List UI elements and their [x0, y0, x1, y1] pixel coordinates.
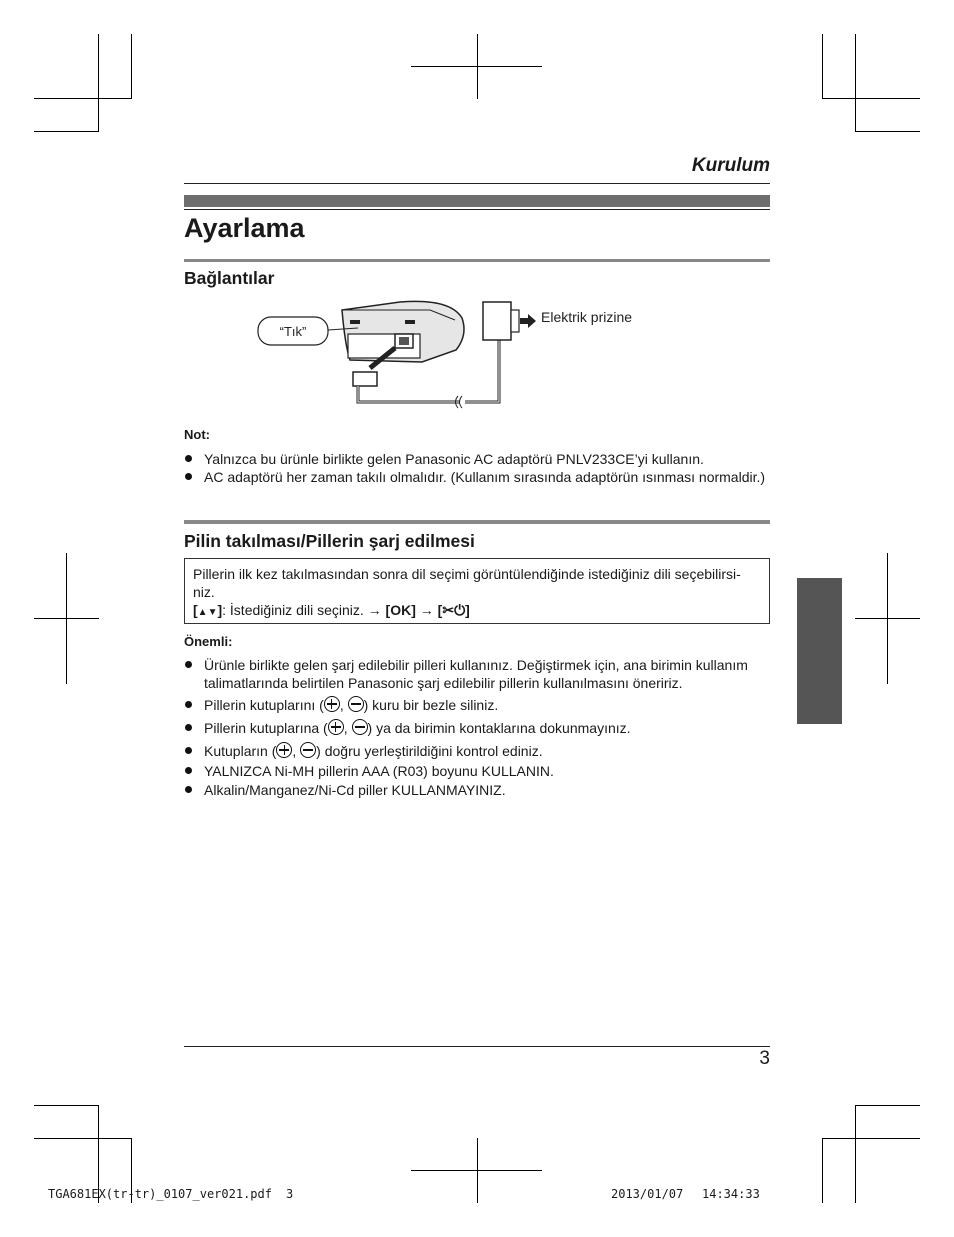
minus-terminal-icon [352, 719, 368, 735]
arrow-icon: → [419, 602, 434, 618]
note-list [184, 450, 770, 486]
section-rule [184, 520, 770, 524]
instruction-box [184, 558, 770, 624]
up-down-key-icon: [▲▼] [193, 602, 223, 618]
title-rule [184, 209, 770, 210]
off-key-icon: [✂⏻] [437, 602, 470, 618]
list-item: Yalnızca bu ürünle birlikte gelen Panasonic AC adaptörü PNLV233CE’yi kullanın. [184, 450, 770, 468]
plus-terminal-icon [324, 696, 340, 712]
footer-rule [184, 1046, 770, 1047]
important-list [184, 656, 770, 799]
list-item: YALNIZCA Ni-MH pillerin AAA (R03) boyunu KULLANIN. [184, 762, 770, 780]
plus-terminal-icon [328, 719, 344, 735]
arrow-icon: → [367, 602, 382, 618]
list-item: Pillerin kutuplarını ( , ) kuru bir bezle siliniz. [184, 696, 770, 714]
list-item: Ürünle birlikte gelen şarj edilebilir pilleri kullanınız. Değiştirmek için, ana birimin kullanım talimatlarında belirtilen Panasonic şarj edilebilir pillerin kullanılmasını öneririz. [184, 656, 770, 692]
title-bar [184, 195, 770, 207]
important-label: Önemli: [184, 634, 233, 649]
footer-time: 14:34:33 [702, 1187, 760, 1201]
outlet-label: Elektrik prizine [541, 309, 633, 325]
ac-adaptor [483, 302, 511, 340]
header-rule [184, 183, 770, 184]
page-title: Ayarlama [184, 213, 305, 243]
minus-terminal-icon [300, 742, 316, 758]
plus-terminal-icon [276, 742, 292, 758]
battery-heading: Pilin takılması/Pillerin şarj edilmesi [184, 531, 475, 551]
ok-key-icon: [OK] [385, 602, 416, 618]
connections-heading: Bağlantılar [184, 268, 275, 288]
connection-diagram [250, 290, 680, 420]
footer-date: 2013/01/07 [611, 1187, 684, 1201]
box-step-text: : İstediğiniz dili seçiniz. [222, 602, 364, 618]
phone-plug [353, 372, 377, 386]
list-item: Kutupların ( , ) doğru yerleştirildiğini kontrol ediniz. [184, 742, 770, 760]
footer-file: TGA681EX(tr-tr)_0107_ver021.pdf [48, 1187, 272, 1201]
minus-terminal-icon [348, 696, 364, 712]
note-label: Not: [184, 427, 210, 442]
footer-page: 3 [286, 1187, 294, 1201]
list-item: Alkalin/Manganez/Ni-Cd piller KULLANMAYINIZ. [184, 781, 770, 799]
box-text: Pillerin ilk kez takılmasından sonra dil seçimi görüntülendiğinde istediğiniz dili seçebilirsi-niz. [193, 566, 741, 600]
list-item: Pillerin kutuplarına ( , ) ya da birimin kontaklarına dokunmayınız. [184, 719, 770, 737]
page-number: 3 [759, 1048, 770, 1069]
arrow-icon [520, 314, 536, 328]
title-underline [184, 259, 770, 262]
side-tab [797, 578, 842, 724]
list-item: AC adaptörü her zaman takılı olmalıdır. (Kullanım sırasında adaptörün ısınması normaldir.) [184, 468, 770, 486]
section-header: Kurulum [691, 155, 770, 176]
click-label: “Tık” [279, 324, 307, 339]
